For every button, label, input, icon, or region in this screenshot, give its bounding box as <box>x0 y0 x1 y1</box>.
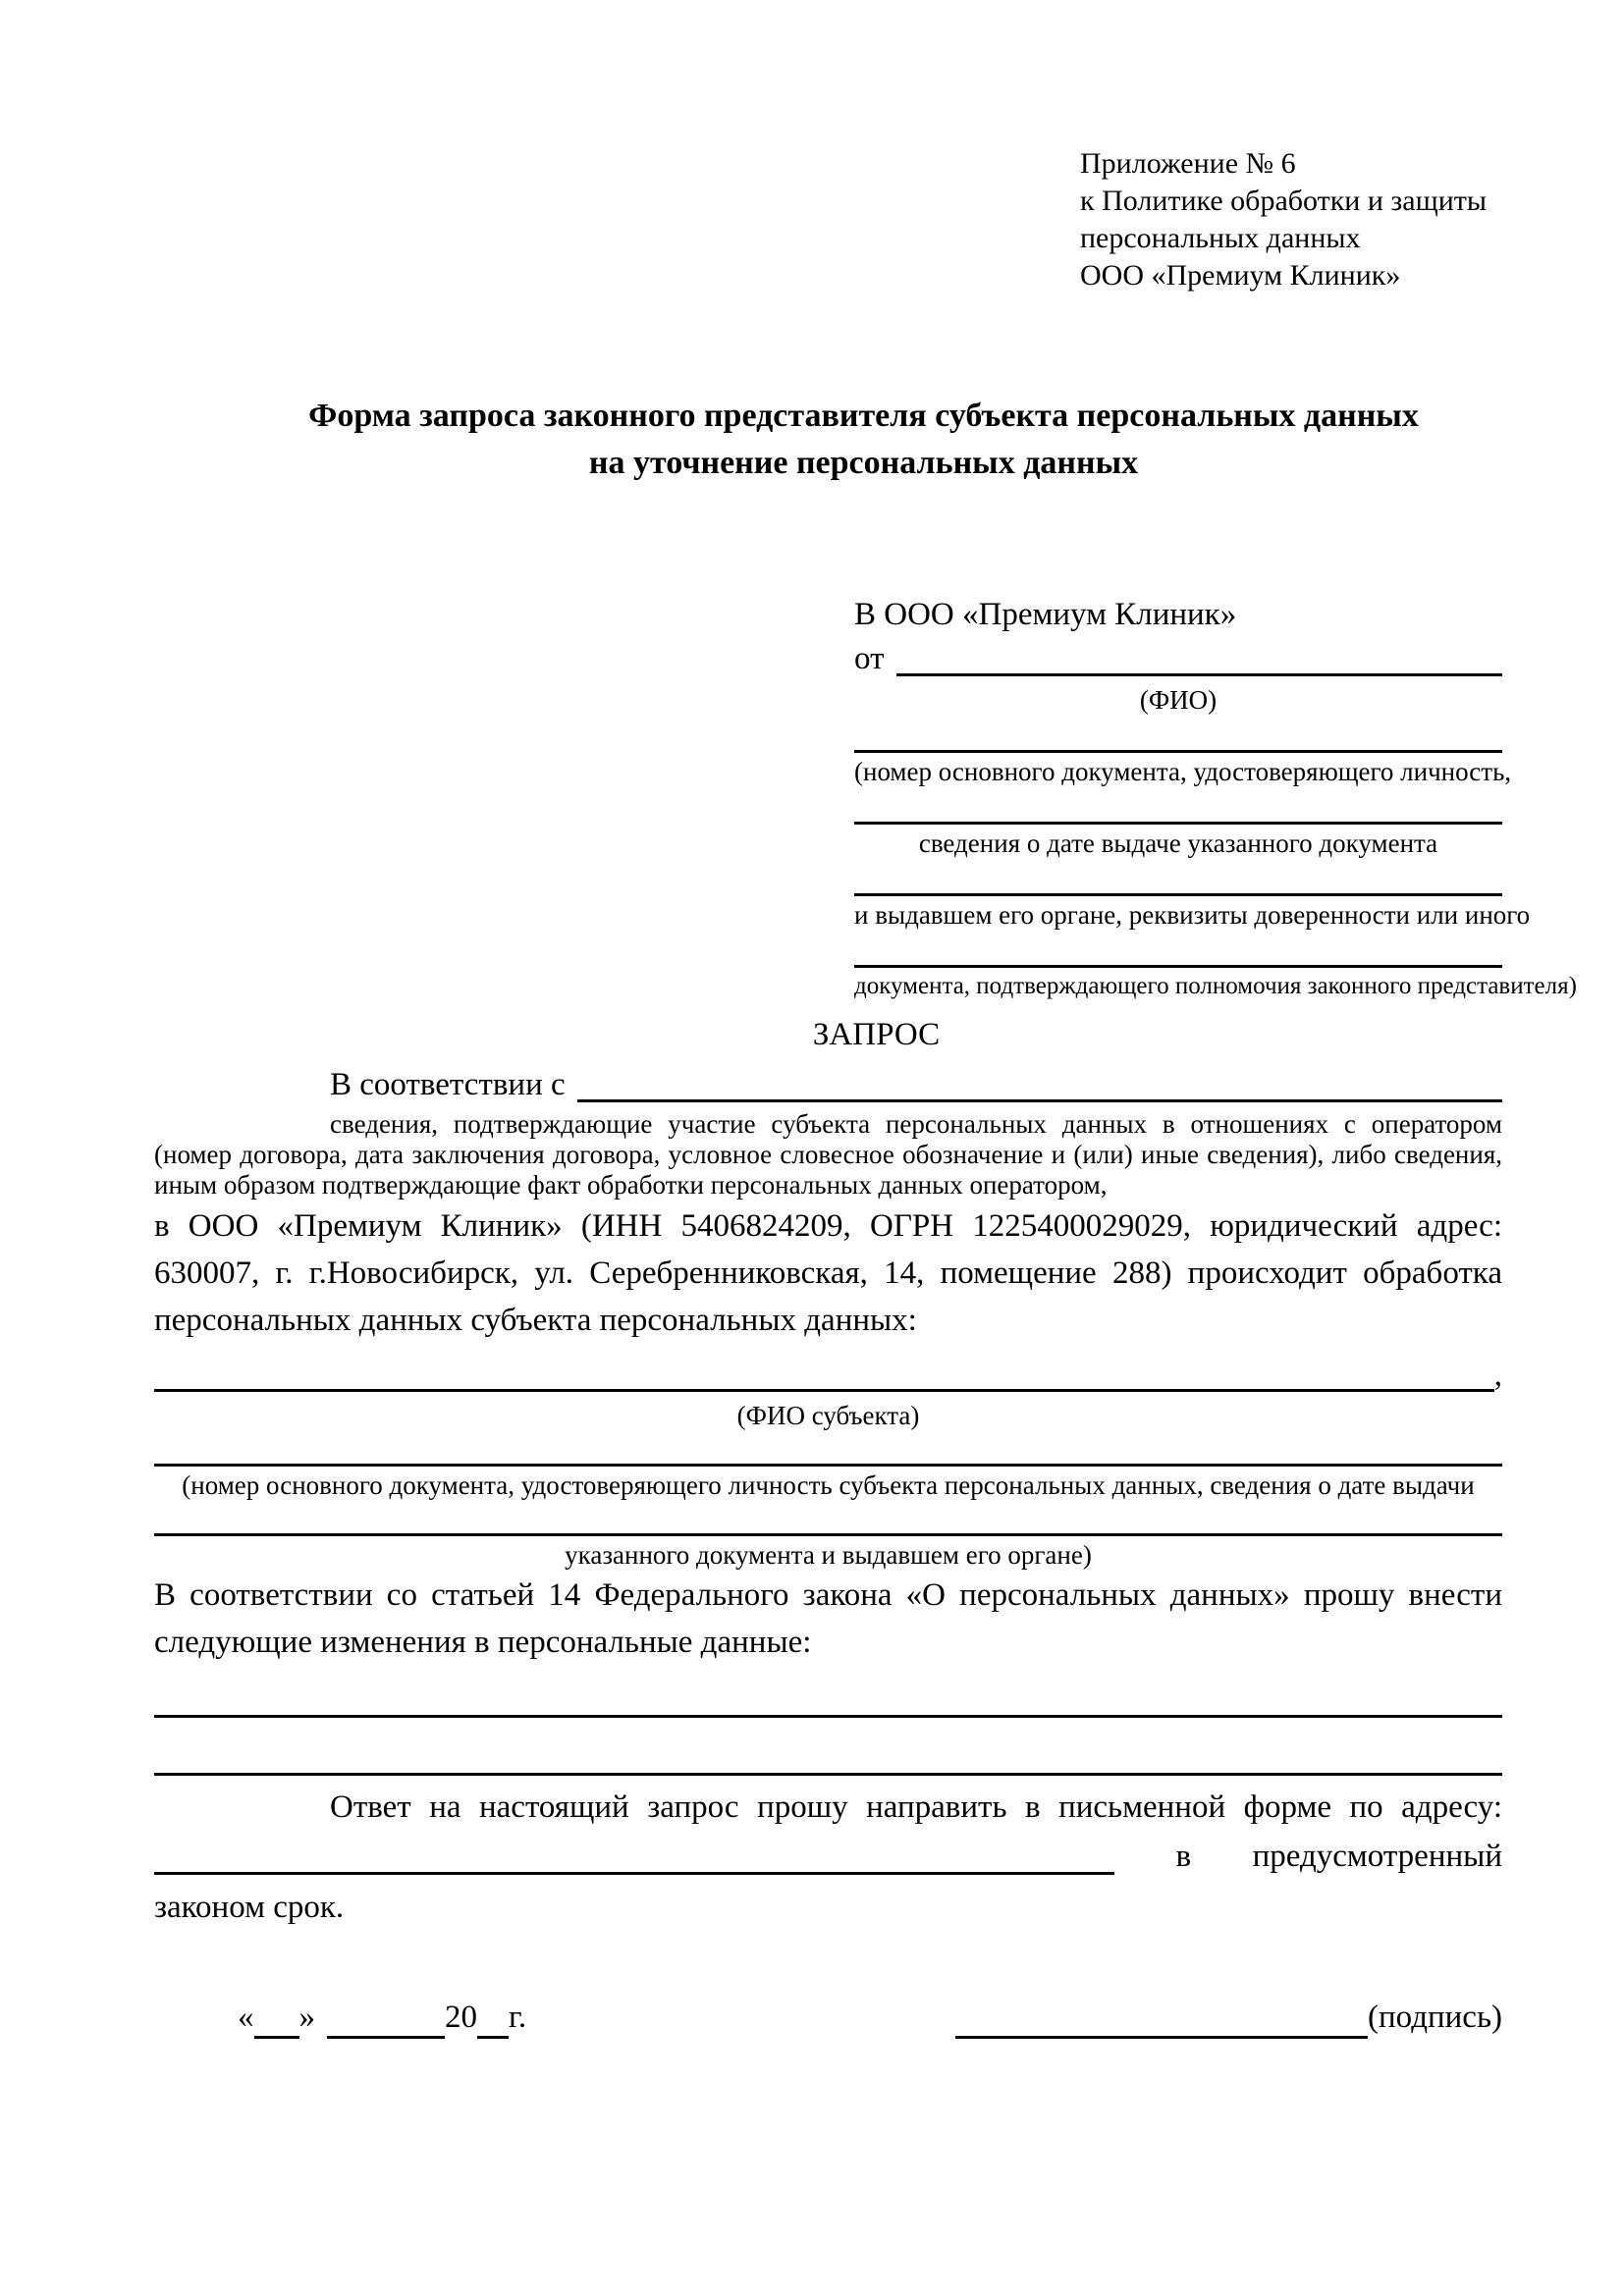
id-document-field <box>854 750 1512 786</box>
signature-group <box>955 1996 1502 2039</box>
date-year-prefix: 20 <box>445 2000 477 2035</box>
answer-tail: законом срок. <box>154 1890 345 1925</box>
trailing-comma: , <box>1493 1358 1502 1393</box>
field-caption: (номер основного документа, удостоверяющего личность субъекта персональных данных, сведения о дате выдачи <box>182 1470 1475 1500</box>
field-caption: и выдавшем его органе, реквизиты доверенности или иного <box>854 900 1531 930</box>
blank-line <box>154 1533 1502 1536</box>
date-group <box>154 1996 526 2039</box>
accordance-row <box>154 1062 1502 1107</box>
subject-fio-row <box>154 1354 1502 1397</box>
changes-blank-line-2 <box>154 1773 1502 1776</box>
date-year-suffix: г. <box>509 2000 527 2035</box>
document-title <box>154 393 1502 487</box>
appendix-line: к Политике обработки и защиты <box>1080 185 1488 217</box>
answer-word-in: в <box>1175 1839 1192 1874</box>
subject-fio-caption: (ФИО субъекта) <box>736 1401 920 1430</box>
appendix-line: персональных данных <box>1080 222 1361 254</box>
fio-blank-line <box>896 673 1503 676</box>
footnote-text: сведения, подтверждающие участие субъекта персональных данных в отношениях с оператором (номер договора, дата заключения договора, условное словесное обозначение и (или) иные сведения), либо сведения, иным образом подтверждающие факт обработки персональных данных оператором, <box>154 1109 1502 1200</box>
accordance-blank-line <box>577 1099 1502 1102</box>
appendix-line: Приложение № 6 <box>1080 147 1296 180</box>
field-caption: документа, подтверждающего полномочия законного представителя) <box>854 973 1577 999</box>
date-month-blank <box>327 2006 445 2039</box>
accordance-prefix: В соответствии с <box>330 1067 566 1102</box>
authority-document-field <box>854 965 1577 1001</box>
answer-address-row <box>154 1833 1502 1880</box>
article-paragraph: В соответствии со статьей 14 Федерального закона «О персональных данных» прошу внести следующие изменения в персональные данные: <box>154 1577 1502 1660</box>
blank-line <box>154 1464 1502 1467</box>
signature-blank-line <box>955 2006 1368 2039</box>
operator-paragraph: в ООО «Премиум Клиник» (ИНН 5406824209, ОГРН 1225400029029, юридический адрес: 630007, г. г.Новосибирск, ул. Серебренниковская, 14, помещение 288) происходит обработка персональных данных субъекта персональных данных: <box>154 1208 1502 1338</box>
answer-text: Ответ на настоящий запрос прошу направить в письменной форме по адресу: <box>330 1789 1502 1825</box>
field-caption: (номер основного документа, удостоверяющего личность, <box>854 757 1512 786</box>
blank-line <box>854 965 1502 968</box>
changes-blank-line-1 <box>154 1715 1502 1718</box>
addressee-block <box>854 593 1577 1001</box>
blank-line <box>854 822 1502 825</box>
field-caption: сведения о дате выдаче указанного документа <box>918 828 1438 858</box>
address-blank-line <box>154 1872 1114 1875</box>
blank-line <box>854 893 1502 896</box>
date-year-blank <box>477 2006 509 2039</box>
addressee-from-row <box>854 636 1502 681</box>
issuing-authority-field <box>854 893 1531 930</box>
subject-fio-blank-line <box>154 1389 1494 1392</box>
date-quote-open: « <box>238 2000 254 2035</box>
request-heading: ЗАПРОС <box>812 1017 941 1052</box>
blank-line <box>854 750 1502 753</box>
document-title-line2: на уточнение персональных данных <box>588 445 1139 481</box>
appendix-line: ООО «Премиум Клиник» <box>1080 259 1401 292</box>
appendix-header <box>1080 145 1512 294</box>
answer-line <box>154 1784 1502 1831</box>
date-quote-close: » <box>298 2000 315 2035</box>
footer-row <box>154 1996 1502 2039</box>
issue-date-field <box>854 822 1502 858</box>
answer-word-stipulated: предусмотренный <box>1252 1839 1502 1874</box>
subject-doc-field-2 <box>154 1533 1502 1570</box>
subject-doc-field-1 <box>154 1464 1502 1500</box>
addressee-from-label: от <box>854 641 885 676</box>
addressee-to: В ООО «Премиум Клиник» <box>854 597 1237 632</box>
signature-caption: (подпись) <box>1368 2000 1502 2035</box>
document-title-line1: Форма запроса законного представителя субъекта персональных данных <box>308 398 1419 434</box>
date-day-blank <box>254 2006 299 2039</box>
field-caption: указанного документа и выдавшем его органе) <box>565 1540 1092 1570</box>
fio-caption: (ФИО) <box>1139 685 1218 715</box>
